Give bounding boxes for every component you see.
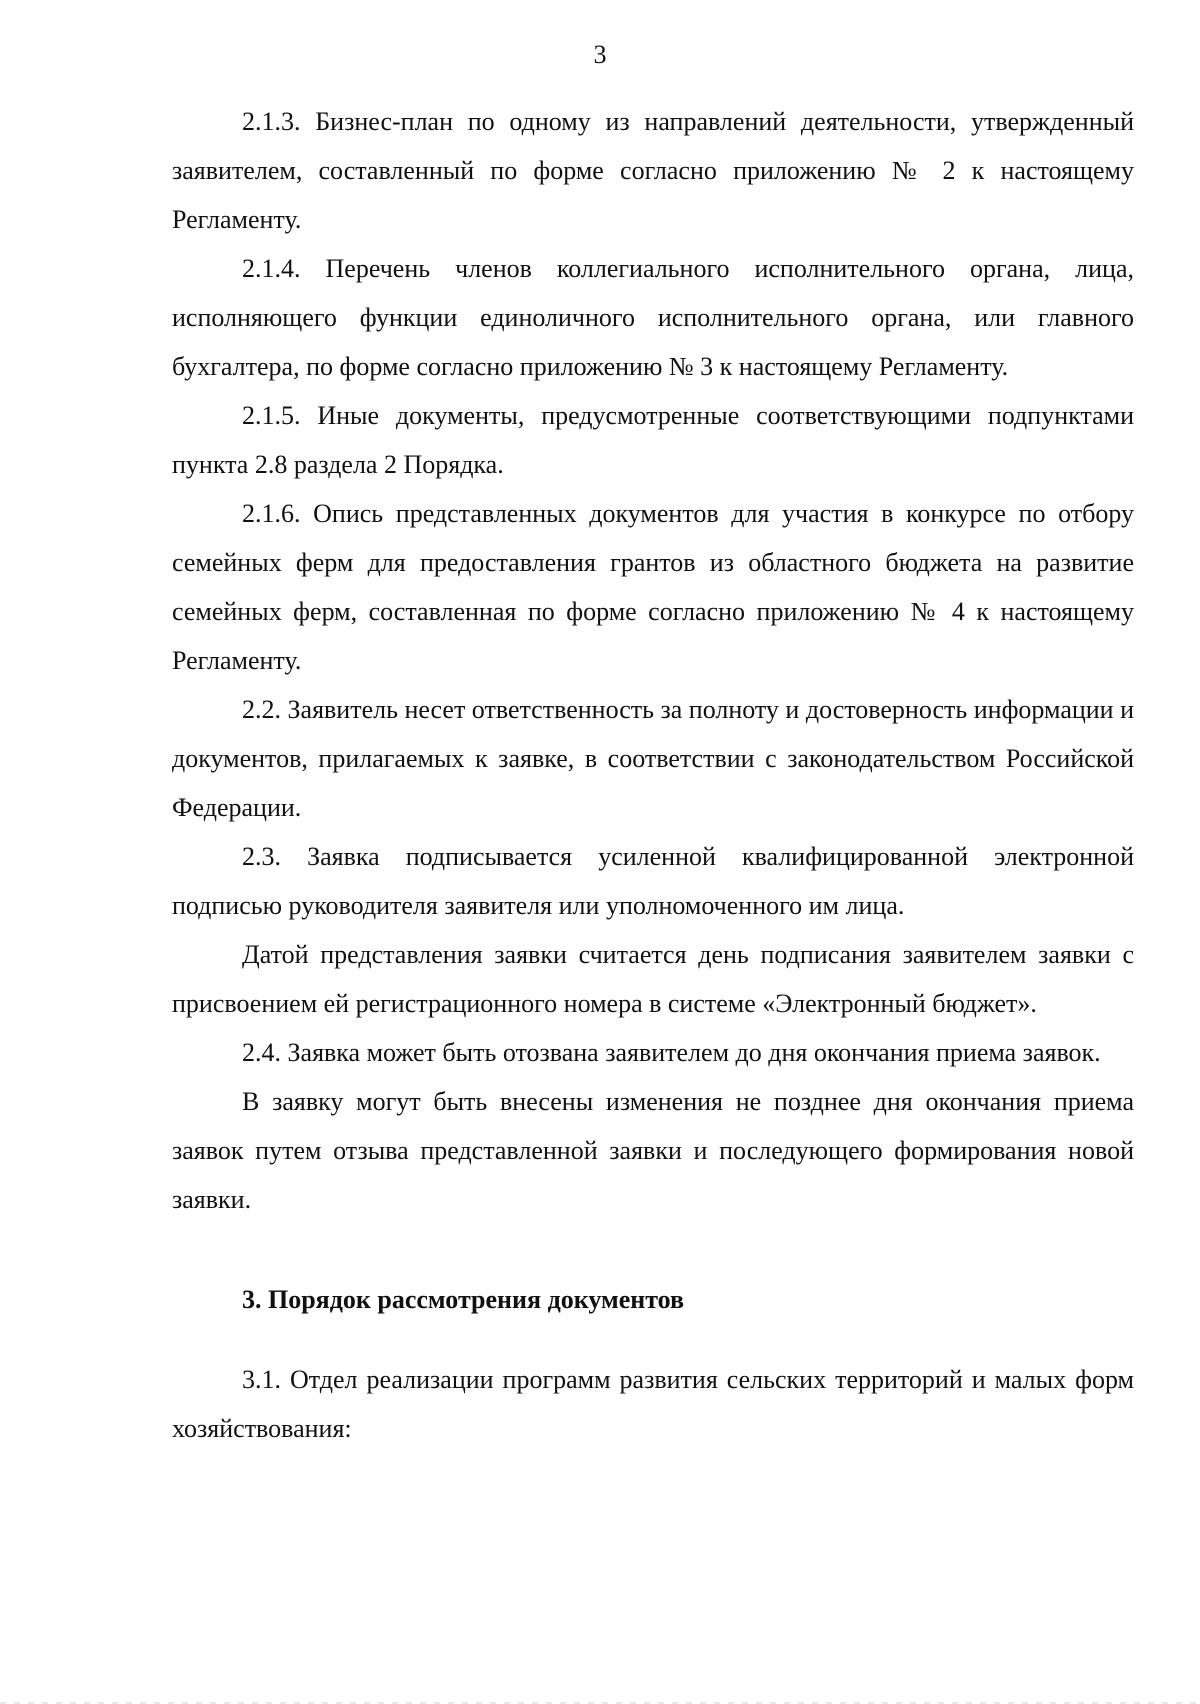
paragraph-submission-date: Датой представления заявки считается день подписания заявителем заявки с присвоением ей регистрационного номера в системе «Электронный бюджет».: [172, 940, 1134, 1018]
paragraph-2-3: 2.3. Заявка подписывается усиленной квалифицированной электронной подписью руководителя заявителя или уполномоченного им лица.: [172, 842, 1134, 920]
page-number: 3: [593, 40, 607, 69]
section-heading: 3. Порядок рассмотрения документов: [242, 1285, 685, 1314]
paragraph-2-1-3: 2.1.3. Бизнес-план по одному из направлений деятельности, утвержденный заявителем, составленный по форме согласно приложению № 2 к настоящему Регламенту.: [172, 107, 1134, 234]
document-body: [172, 97, 1134, 1453]
paragraph-3-1: 3.1. Отдел реализации программ развития сельских территорий и малых форм хозяйствования:: [172, 1365, 1134, 1443]
paragraph-application-changes: В заявку могут быть внесены изменения не позднее дня окончания приема заявок путем отзыва представленной заявки и последующего формирования новой заявки.: [172, 1087, 1134, 1214]
paragraph-2-1-4: 2.1.4. Перечень членов коллегиального исполнительного органа, лица, исполняющего функции единоличного исполнительного органа, или главного бухгалтера, по форме согласно приложению № 3 к настоящему Регламенту.: [172, 254, 1134, 381]
paragraph-2-1-6: 2.1.6. Опись представленных документов для участия в конкурсе по отбору семейных ферм для предоставления грантов из областного бюджета на развитие семейных ферм, составленная по форме согласно приложению № 4 к настоящему Регламенту.: [172, 499, 1134, 675]
paragraph-2-4: 2.4. Заявка может быть отозвана заявителем до дня окончания приема заявок.: [242, 1038, 1101, 1067]
paragraph-2-1-5: 2.1.5. Иные документы, предусмотренные соответствующими подпунктами пункта 2.8 раздела 2 Порядка.: [172, 401, 1134, 479]
paragraph-2-2: 2.2. Заявитель несет ответственность за полноту и достоверность информации и документов, прилагаемых к заявке, в соответствии с законодательством Российской Федерации.: [172, 695, 1135, 822]
